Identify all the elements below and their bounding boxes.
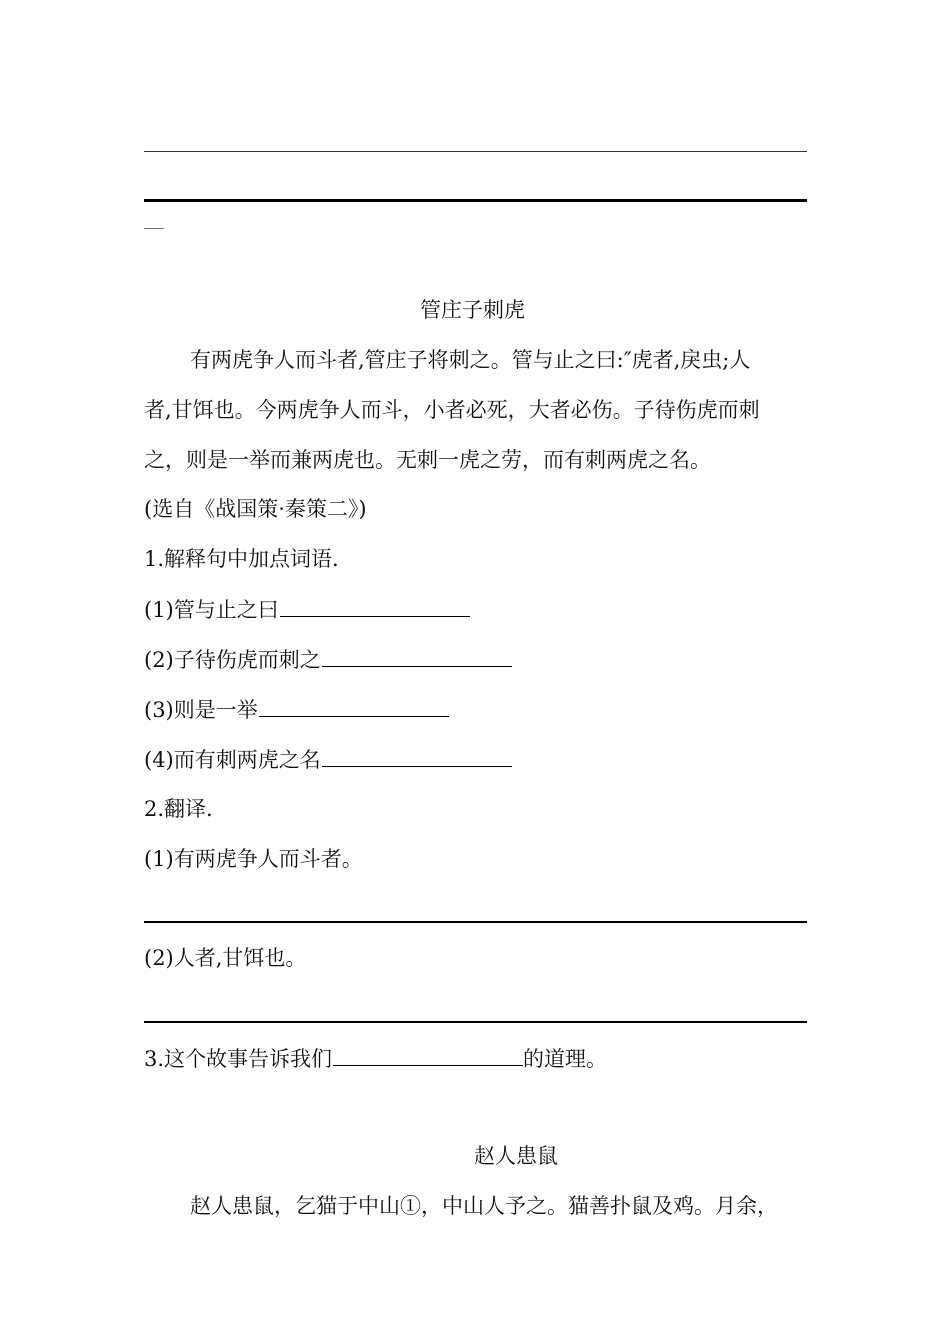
q2-item-1: (1)有两虎争人而斗者。: [144, 847, 363, 871]
q3-prefix: 3.这个故事告诉我们: [144, 1047, 333, 1071]
passage2-line-1: 赵人患鼠，乞猫于中山①，中山人予之。猫善扑鼠及鸡。月余，: [190, 1194, 778, 1218]
header-rule-thin: [144, 151, 807, 152]
q1-item-3-blank[interactable]: [259, 694, 449, 717]
q1-item-1: [144, 594, 470, 625]
header-rule-short: [144, 228, 164, 229]
q2-item-2-answer-line[interactable]: [144, 1021, 807, 1023]
q1-item-2: [144, 644, 512, 675]
q1-item-2-text: (2)子待伤虎而刺之: [144, 648, 321, 672]
q1-item-1-text: (1)管与止之曰: [144, 598, 279, 622]
q1-item-2-blank[interactable]: [322, 644, 512, 667]
passage1-line-3: 之，则是一举而兼两虎也。无刺一虎之劳，而有刺两虎之名。: [144, 448, 711, 472]
q3-blank[interactable]: [333, 1043, 523, 1066]
q3-line: [144, 1043, 607, 1074]
q2-heading: 2.翻译.: [144, 797, 213, 821]
q1-item-4: [144, 744, 512, 775]
header-rule-thick: [144, 199, 807, 202]
q1-item-3: [144, 694, 449, 725]
passage1-title: 管庄子刺虎: [420, 298, 525, 322]
q1-item-1-blank[interactable]: [280, 594, 470, 617]
passage1-source: (选自《战国策·秦策二》): [144, 497, 367, 521]
passage1-line-2: 者,甘饵也。今两虎争人而斗，小者必死，大者必伤。子待伤虎而刺: [144, 398, 760, 422]
q3-suffix: 的道理。: [523, 1047, 608, 1071]
q1-heading: 1.解释句中加点词语.: [144, 547, 339, 571]
q1-item-3-text: (3)则是一举: [144, 698, 258, 722]
q1-item-4-text: (4)而有刺两虎之名: [144, 748, 321, 772]
passage2-title: 赵人患鼠: [474, 1144, 558, 1168]
passage1-line-1: 有两虎争人而斗者,管庄子将刺之。管与止之曰:″虎者,戾虫;人: [190, 348, 751, 372]
q2-item-2: (2)人者,甘饵也。: [144, 946, 307, 970]
q2-item-1-answer-line[interactable]: [144, 921, 807, 923]
q1-item-4-blank[interactable]: [322, 744, 512, 767]
